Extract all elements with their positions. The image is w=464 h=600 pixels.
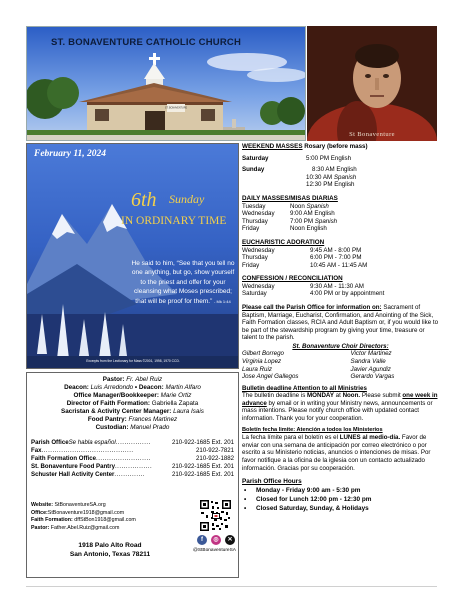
office-hours-item: • Closed Saturday, Sunday, & Holidays (242, 505, 439, 514)
phone-row: Fax .......................................... 210-922-7821 (31, 447, 234, 455)
daily-row: Thursday 7:00 PM Spanish (242, 217, 338, 225)
address-line-1: 1918 Palo Alto Road (78, 542, 142, 549)
staff-sacristan: Sacristan & Activity Center Manager: Laura Isais (61, 408, 204, 416)
church-photo (26, 26, 306, 141)
adoration-row: Friday 10:45 AM - 11:45 AM (242, 261, 368, 269)
mountain-scene (27, 144, 239, 369)
staff-custodian: Custodian: Manuel Prado (95, 424, 170, 432)
office-hours-heading: Parish Office Hours (242, 478, 302, 486)
website-link[interactable]: StBonaventureSA.org (54, 502, 106, 508)
social-icons (197, 535, 235, 545)
bulletin-deadline (242, 385, 439, 423)
daily-row: Wednesday 9:00 AM English (242, 210, 335, 218)
daily-masses-title: DAILY MASSES/MISAS DIARIAS (242, 194, 338, 202)
liturgy-day: Sunday (169, 192, 205, 206)
phone-row: St. Bonaventure Food Pantry ................. 210-922-1685 Ext. 201 (31, 463, 234, 471)
weekend-masses-title: WEEKEND MASSES (242, 143, 303, 150)
mass-row: 10:30 AM Spanish (306, 173, 357, 181)
saint-painting (307, 26, 437, 141)
choir-row: Gilbert Borrego Victor Martinez (242, 350, 392, 358)
eucharistic-adoration (242, 239, 439, 269)
choir-title: St. Bonaventure Choir Directors: (292, 342, 389, 350)
mass-row: Sunday 8:30 AM English (242, 166, 357, 174)
staff-faith-director: Director of Faith Formation: Gabriella Zapata (66, 400, 199, 408)
contact-info (31, 502, 191, 532)
choir-row: Virginia Lopez Sandra Valle (242, 357, 386, 365)
phone-row: Parish Office Se habla español ................ 210-922-1685 Ext. 201 (31, 439, 234, 447)
bulletin-heading: Bulletin deadline Attention to all Ministries (242, 384, 367, 392)
staff-office-manager: Office Manager/Bookkeeper: Marie Ortiz (73, 392, 192, 400)
header (26, 26, 437, 141)
weekend-masses (242, 143, 439, 189)
adoration-row: Thursday 6:00 PM - 7:00 PM (242, 254, 362, 262)
confession (242, 275, 439, 298)
gospel-quote-ref: - Mk 1:44 (214, 298, 231, 304)
liturgy-date: February 11, 2024 (34, 149, 107, 159)
mass-row: Saturday 5:00 PM English (242, 154, 352, 162)
bulletin-es-heading: Boletín fecha limite: Atención a todos los Ministerios (242, 427, 383, 434)
liturgy-ordinal: 6th (131, 189, 157, 211)
office-email-link[interactable]: StBonaventure1918@gmail.com (47, 509, 125, 516)
parish-info-notice (242, 304, 439, 381)
website-line: Website: StBonaventureSA.org (31, 502, 106, 508)
footer-divider (26, 586, 437, 587)
bulletin-es-body: La fecha límite para el boletín es el LUNES al medio-día. Favor de enviar con una semana de anticipación por correo electrónico o por escrito a su Ministerio noticias, anuncios o intenciones de misas. Por favor notifique a la oficina de la iglesia con un contacto actualizado información. Gracias por su cooperación. (242, 434, 431, 472)
parish-office-hours (242, 478, 439, 514)
church-title: ST. BONAVENTURE CATHOLIC CHURCH (51, 37, 242, 48)
pastor-email-line: Pastor: Father.Abel.Ruiz@gmail.com (31, 524, 120, 531)
confession-row: Wednesday 9:30 AM - 11:30 AM (242, 282, 364, 290)
confession-title: CONFESSION / RECONCILIATION (242, 275, 343, 283)
liturgy-graphic (26, 143, 239, 369)
office-hours-list (242, 487, 439, 514)
instagram-icon[interactable]: ◎ (211, 535, 221, 545)
parish-info-heading: Please call the Parish Office for information on: (242, 304, 382, 311)
office-hours-item: • Monday - Friday 9:00 am - 5:30 pm (242, 487, 439, 496)
address-line-2: San Antonio, Texas 78211 (69, 551, 151, 559)
church-address (35, 541, 185, 559)
pastor-email-link[interactable]: Father.Abel.Ruiz@gmail.com (50, 524, 120, 531)
social-handle: @StBonaventureSA (192, 548, 236, 553)
faith-email-link[interactable]: dffStBon1918@gmail.com (74, 517, 136, 524)
office-email-line: Office:StBonaventure1918@gmail.com (31, 509, 125, 516)
liturgy-title: IN ORDINARY TIME (121, 215, 227, 227)
daily-row: Friday Noon English (242, 225, 327, 233)
saint-portrait (307, 26, 437, 141)
facebook-icon[interactable]: f (197, 535, 207, 545)
saint-caption: St Bonaventure (349, 131, 395, 139)
daily-masses (242, 195, 439, 233)
gospel-quote-text: He said to him, “See that you tell no one anything, but go, show yourself to the priest and offer for your cleansing what Moses prescribed; that will be proof for them.” (131, 260, 235, 305)
qr-code-icon[interactable] (199, 499, 232, 532)
staff-food-pantry: Food Pantry: Frances Martinez (87, 416, 178, 424)
church-sign: ST. BONAVENTURE (164, 106, 188, 110)
schedule-column (242, 143, 439, 514)
phone-row: Faith Formation Office ......................... 210-922-1882 (31, 455, 234, 463)
staff-directory (26, 372, 239, 578)
daily-row: Tuesday Noon Spanish (242, 202, 329, 210)
weekend-masses-subtitle: Rosary (before mass) (302, 143, 368, 150)
lectionary-copyright: Excerpts from the Lectionary for Mass ©2001, 1998, 1970 CCD. (86, 359, 180, 363)
parish-info-body: Sacrament of Baptism, Marriage, Eucharist, Confirmation, and Anointing of the Sick, Faith Formation classes, RCIA and Adult Baptism or, if you would like to be part of the stewardship program by giving your time, treasure or talent to the parish. (242, 304, 439, 342)
bulletin-deadline-spanish (242, 427, 439, 472)
staff-pastor: Pastor: Fr. Abel Ruiz (102, 376, 163, 383)
office-hours-item: • Closed for Lunch 12:00 pm - 12:30 pm (242, 496, 439, 505)
phone-row: Schuster Hall Activity Center .............. 210-922-1685 Ext. 201 (31, 471, 234, 479)
choir-row: Laura Ruiz Javier Agundiz (242, 365, 391, 373)
phone-list (31, 439, 234, 479)
staff-deacons: Deacon: Luis Arredondo • Deacon: Martin Alfaro (64, 384, 201, 392)
gospel-quote (131, 259, 235, 306)
faith-email-line: Faith Formation: dffStBon1918@gmail.com (31, 517, 136, 524)
adoration-title: EUCHARISTIC ADORATION (242, 238, 325, 246)
x-icon[interactable]: ✕ (225, 535, 235, 545)
mass-row: 12:30 PM English (306, 181, 355, 189)
confession-row: Saturday 4:00 PM or by appointment (242, 290, 385, 298)
adoration-row: Wednesday 9:45 AM - 8:00 PM (242, 246, 362, 254)
choir-row: Jose Angel Gallegos Gerardo Vargas (242, 373, 395, 381)
bulletin-body: The bulletin deadline is MONDAY at Noon. Please submit one week in advance by email or in writing your Ministry news, announcements or mass intentions. Please notify church office with updated contact information. Thank you for your cooperation. (242, 392, 438, 422)
